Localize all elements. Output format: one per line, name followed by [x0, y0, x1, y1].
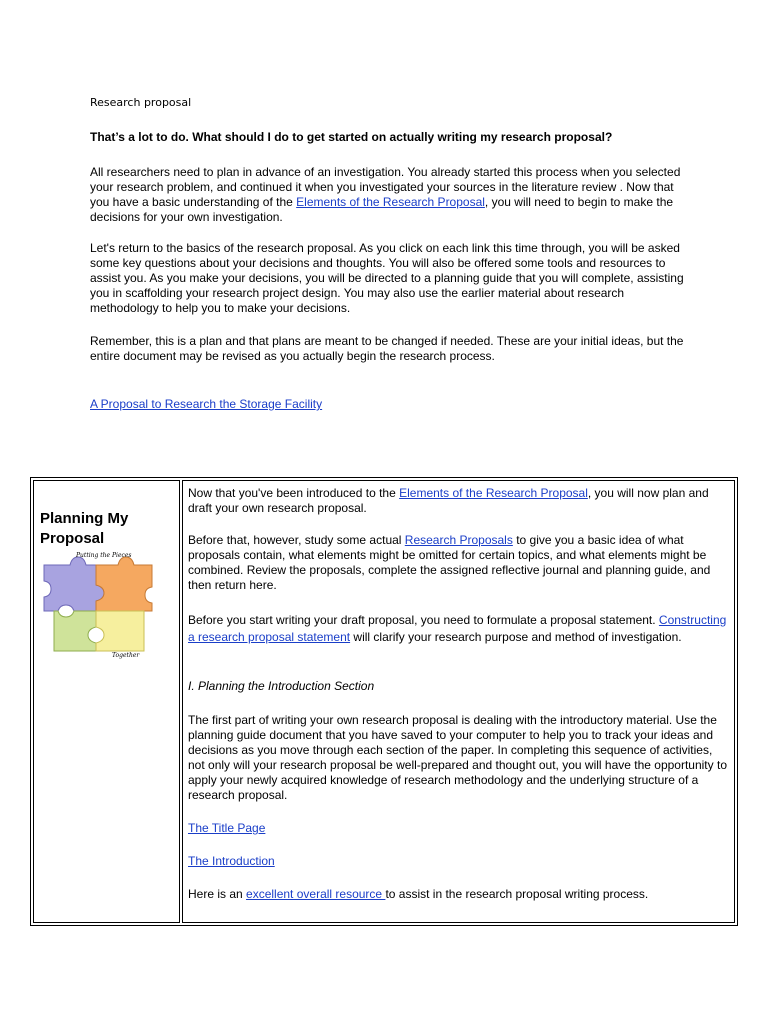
- puzzle-yellow-piece: [96, 611, 144, 651]
- storage-link-line: [90, 397, 322, 412]
- box-p2-before: Before that, however, study some actual: [188, 533, 405, 547]
- box-statement-paragraph: [188, 612, 728, 646]
- box-p3-after: will clarify your research purpose and method of investigation.: [350, 630, 682, 644]
- page-heading: Research proposal: [90, 96, 192, 109]
- storage-facility-link[interactable]: A Proposal to Research the Storage Facility: [90, 397, 323, 411]
- elements-proposal-link[interactable]: Elements of the Research Proposal: [296, 195, 485, 209]
- reminder-paragraph: Remember, this is a plan and that plans are meant to be changed if needed. These are your initial ideas, but the entire document may be revised as you actually begin the research process.: [90, 334, 684, 363]
- sidebar-cell: [33, 480, 180, 923]
- section-title: I. Planning the Introduction Section: [188, 679, 375, 693]
- puzzle-top-text: Putting the Pieces: [76, 552, 132, 559]
- planning-table: [30, 477, 738, 926]
- introduction-link[interactable]: The Introduction: [188, 854, 275, 868]
- intro-paragraph: [90, 165, 690, 225]
- box-p2-after: to give you a basic idea of what proposals contain, what elements might be omitted for certain topics, and what elements might be combined. Review the proposals, complete the assigned reflective journal and planning guide, and then return here.: [188, 533, 711, 592]
- box-first-part-paragraph: The first part of writing your own research proposal is dealing with the introductory material. Use the planning guide document that you have saved to your computer to help you to track your ideas and decisions as you move through each section of the paper. In completing this sequence of activities, not only will your research proposal be well-prepared and thought out, you will have the opportunity to apply your newly acquired knowledge of research methodology and the underlying structure of a research proposal.: [188, 713, 727, 802]
- resource-paragraph: [188, 887, 728, 902]
- planning-title: Planning My Proposal: [40, 510, 129, 547]
- box-p5-after: to assist in the research proposal writing process.: [385, 887, 649, 901]
- intro-text-before: All researchers need to plan in advance of an investigation. You already started this process when you selected your research problem, and continued it when you investigated your sources in the literature review . Now that you have a basic understanding of the: [90, 165, 681, 209]
- box-p1-before: Now that you've been introduced to the: [188, 486, 400, 500]
- puzzle-purple-piece: [44, 557, 104, 611]
- basics-paragraph: Let's return to the basics of the research proposal. As you click on each link this time through, you will be asked some key questions about your decisions and thoughts. You will also be offered some tools and resources to assist you. As you make your decisions, you will be directed to a planning guide that you will complete, assisting you in scaffolding your research project design. You may also use the earlier material about research methodology to help you to make your decisions.: [90, 241, 684, 315]
- puzzle-pieces-icon: [40, 547, 156, 659]
- puzzle-green-piece: [54, 611, 96, 651]
- box-elements-link[interactable]: Elements of the Research Proposal: [399, 486, 588, 500]
- box-proposals-paragraph: [188, 533, 728, 593]
- overall-resource-link[interactable]: excellent overall resource: [246, 887, 386, 901]
- puzzle-bottom-text: Together: [112, 652, 140, 659]
- title-page-link[interactable]: The Title Page: [188, 821, 266, 835]
- box-p3-before: Before you start writing your draft proposal, you need to formulate a proposal statement.: [188, 613, 659, 627]
- intro-text-after: , you will need to begin to make the decisions for your own investigation.: [90, 195, 674, 224]
- title-page-line: [188, 821, 728, 836]
- box-intro-paragraph: [188, 486, 728, 516]
- box-p5-before: Here is an: [188, 887, 247, 901]
- question-heading: That’s a lot to do. What should I do to get started on actually writing my research proposal?: [90, 130, 613, 144]
- research-proposals-link[interactable]: Research Proposals: [404, 533, 513, 547]
- box-p1-after: , you will now plan and draft your own research proposal.: [188, 486, 709, 515]
- introduction-line: [188, 854, 728, 869]
- content-cell: [182, 480, 735, 923]
- statement-link[interactable]: Constructing a research proposal statement: [188, 613, 727, 644]
- puzzle-orange-piece: [96, 557, 152, 611]
